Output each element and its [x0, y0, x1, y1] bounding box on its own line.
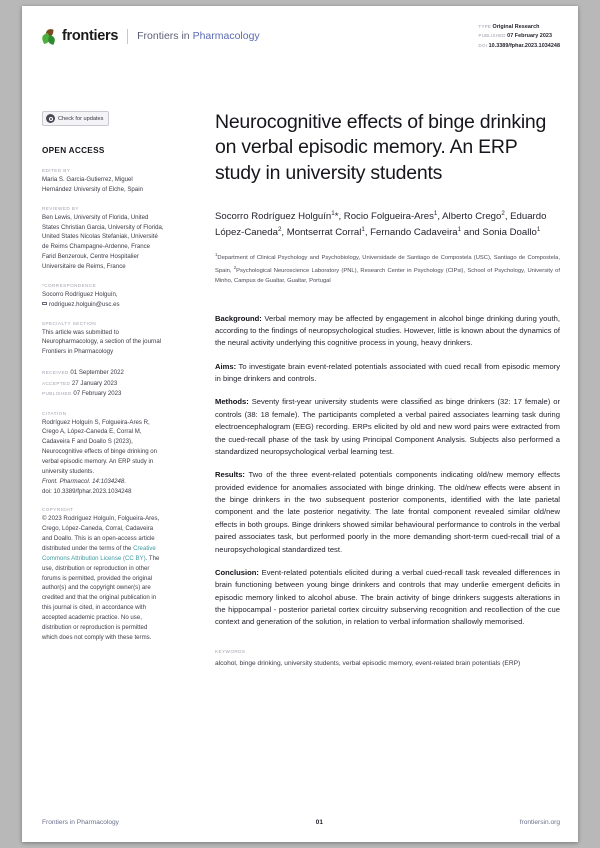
abstract-paragraph	[215, 361, 560, 386]
frontiers-brand	[42, 27, 260, 45]
accepted-key: ACCEPTED	[42, 380, 71, 386]
meta-doi-value[interactable]: 10.3389/fphar.2023.1034248	[488, 42, 560, 49]
meta-published-key: PUBLISHED	[478, 33, 506, 39]
article-meta	[479, 23, 560, 51]
crossmark-icon	[46, 114, 55, 123]
paper-page	[22, 6, 578, 842]
correspondence-email-row[interactable]	[42, 300, 164, 310]
frontiers-logo-icon	[42, 29, 57, 44]
page-header	[22, 6, 578, 68]
citation-label: CITATION	[42, 410, 67, 416]
abstract-section-heading: Results:	[215, 470, 245, 480]
correspondence-name: Socorro Rodríguez Holguín,	[42, 290, 118, 298]
correspondence-label: *CORRESPONDENCE	[42, 282, 97, 288]
abstract-section-heading: Aims:	[215, 361, 237, 371]
journal-name	[137, 30, 260, 42]
keywords-value: alcohol, binge drinking, university students, verbal episodic memory, event-related brain potentials (ERP)	[215, 659, 521, 667]
citation-doi[interactable]: doi: 10.3389/fphar.2023.1034248	[42, 487, 132, 495]
copyright-text	[42, 514, 164, 642]
meta-type	[479, 23, 560, 32]
meta-published-value: 07 February 2023	[507, 33, 552, 40]
published-value: 07 February 2023	[73, 390, 122, 398]
article-main	[215, 110, 560, 669]
copyright-label: COPYRIGHT	[42, 507, 74, 513]
edited-by-label: EDITED BY	[42, 168, 71, 173]
meta-published	[479, 32, 560, 41]
abstract-section-heading: Conclusion:	[215, 567, 259, 577]
reviewed-by-value: Ben Lewis, University of Florida, United States Christian Garcia, University of Florida, United States Nicolas Stefaniak, Université de Reims Champagne-Ardenne, France Farid Benzerouk, Centre Hospitalier Universitaire de Reims, France	[42, 213, 164, 271]
journal-prefix: Frontiers in	[137, 30, 193, 42]
abstract-paragraph	[215, 469, 560, 556]
copyright-part-2: . The use, distribution or reproduction in other forums is permitted, provided the original author(s) and the copyright owner(s) are credited and that the original publication in this journal is cited, in accordance with accepted academic practice. No use, distribution or reproduction is permitted which does not comply with these terms.	[42, 554, 160, 641]
keywords-label: KEYWORDS	[215, 648, 246, 654]
check-for-updates-button[interactable]	[42, 111, 109, 126]
abstract-section-body: Two of the three event-related potentials components indicating old/new memory effects provided evidence for anomalies associated with binge drinking. The old/new effects were absent in the binge drinkers in the two subsequent posterior components, identified with the late parietal component and the late posterior negativity. The late frontal component revealed similar old/new effects in both groups. Binge drinkers showed similar behavioural performance to controls in the verbal paired associates task, but performed poorly in the more demanding short-term cued-recall trial of a neuropsychological standardized test.	[215, 470, 560, 554]
received-row	[42, 368, 164, 378]
published-key: PUBLISHED	[42, 391, 72, 397]
article-sidebar	[42, 110, 164, 643]
reviewed-by-label: REVIEWED BY	[42, 205, 79, 211]
creative-commons-link[interactable]: Creative Commons Attribution License (CC BY)	[42, 545, 156, 562]
author-list: Socorro Rodríguez Holguín$^1$*, Rocio Folgueira-Ares$^1$, Alberto Crego$^2$, Eduardo López-Caneda$^2$, Montserrat Corral$^1$, Fernando Cadaveira$^1$ and Sonia Doallo$^1$	[215, 210, 547, 238]
abstract-section-body: Event-related potentials elicited during a verbal cued-recall task revealed differences in brain functioning between young binge drinkers and controls that may underlie emergent deficits in episodic memory linked to alcohol abuse. The brain activity of binge drinkers suggests alterations in the hippocampal - posterior parietal cortex circuitry subserving recognition and recollection of the cue context and generation of the solution, in relation to verbal information shallowly memorised.	[215, 567, 560, 627]
abstract-paragraph	[215, 396, 560, 458]
abstract-section-heading: Background:	[215, 313, 262, 323]
abstract	[215, 313, 560, 629]
received-value: 01 September 2022	[70, 369, 124, 377]
received-key: RECEIVED	[42, 370, 69, 376]
citation-journal: Front. Pharmacol. 14:1034248.	[42, 477, 127, 485]
abstract-section-body: To investigate brain event-related potentials associated with cued recall from episodic memory in binge drinkers and controls.	[215, 361, 560, 384]
specialty-section-value: This article was submitted to Neuropharmacology, a section of the journal Frontiers in Pharmacology	[42, 328, 162, 356]
meta-type-key: TYPE	[478, 24, 491, 29]
edited-by-value: Maria S. Garcia-Gutierrez, Miguel Hernández University of Elche, Spain	[42, 176, 143, 193]
abstract-paragraph	[215, 567, 560, 629]
brand-divider	[127, 29, 128, 44]
frontiers-wordmark: frontiers	[62, 28, 119, 44]
specialty-section-label: SPECIALTY SECTION	[42, 320, 97, 326]
open-access-label: OPEN ACCESS	[42, 146, 105, 155]
correspondence-email: rodriguez.holguin@usc.es	[49, 300, 120, 308]
accepted-value: 27 January 2023	[71, 379, 118, 387]
abstract-section-body: Verbal memory may be affected by engagement in alcohol binge drinking during youth, according to the findings of neuropsychological studies. However, little is known about the dynamics of the neural activity underlying this cognitive process in young, heavy drinkers.	[215, 313, 560, 348]
published-row	[42, 389, 164, 399]
meta-doi-key: DOI	[478, 42, 488, 48]
check-for-updates-label: Check for updates	[58, 115, 104, 122]
abstract-section-body: Seventy first-year university students were classified as binge drinkers (32: 17 female) or controls (38: 18 female). The participants completed a verbal paired associates learning task during electroencephalogram (EEG) recording. ERPs elicited by old and new word pairs were extracted from the cued-recall phase of the task by using Principal Component Analysis. Subjects also performed a standardized neuropsychological verbal learning test.	[215, 397, 560, 456]
affiliations: $^1$Department of Clinical Psychology and Psychobiology, Universidade de Santiago de Compostela (USC), Santiago de Compostela, Spain, $^2$Psychological Neuroscience Laboratory (PNL), Research Center in Psychology (CIPsi), School of Psychology, University of Minho, Campus de Gualtar, Gualtar, Portugal	[215, 252, 560, 284]
accepted-row	[42, 379, 164, 389]
meta-doi	[479, 42, 560, 51]
page-footer	[42, 816, 560, 828]
meta-type-value: Original Research	[492, 24, 540, 30]
footer-page-number: 01	[315, 818, 323, 826]
abstract-paragraph	[215, 313, 560, 350]
page-content	[22, 68, 578, 802]
copyright-part-1: © 2023 Rodríguez Holguín, Folgueira-Ares, Crego, López-Caneda, Corral, Cadaveira and Doallo. This is an open-access article distributed under the terms of the	[42, 515, 160, 553]
abstract-section-heading: Methods:	[215, 397, 249, 407]
journal-accent: Pharmacology	[192, 30, 260, 42]
citation-text: Rodríguez Holguín S, Folgueira-Ares R, Crego A, López-Caneda E, Corral M, Cadaveira F and Doallo S (2023), Neurocognitive effects of binge drinking on verbal episodic memory. An ERP study in university students.	[42, 418, 158, 475]
mail-icon	[42, 302, 47, 306]
footer-site[interactable]: frontiersin.org	[519, 818, 560, 826]
footer-journal: Frontiers in Pharmacology	[42, 818, 119, 826]
article-title: Neurocognitive effects of binge drinking on verbal episodic memory. An ERP study in university students	[215, 111, 547, 184]
